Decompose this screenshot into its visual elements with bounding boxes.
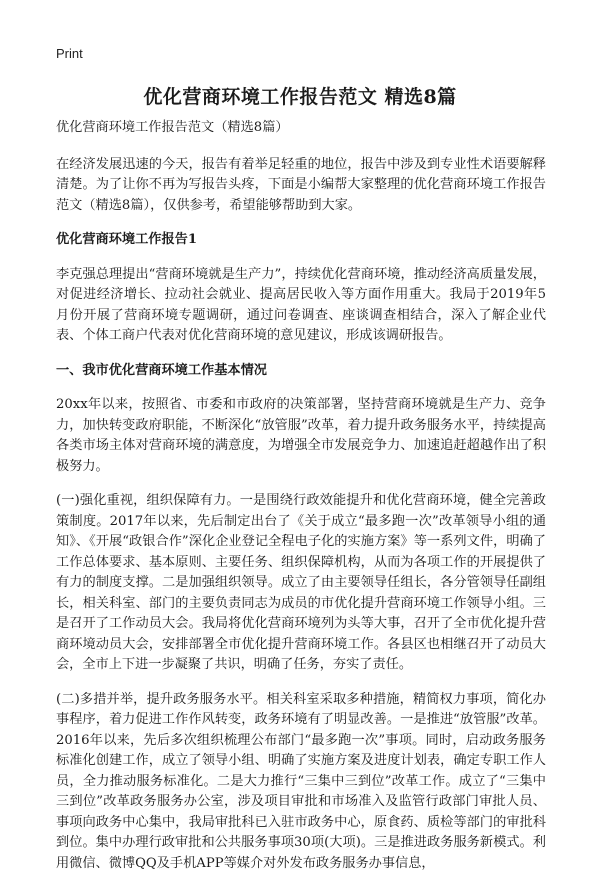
section-heading: 一、我市优化营商环境工作基本情况 <box>56 362 267 378</box>
section-paragraph: 20xx年以来，按照省、市委和市政府的决策部署，坚持营商环境就是生产力、竞争力，加快转变政府职能，不断深化“放管服”改革，着力提升政务服务水平，持续提高各类市场主体对营商环境的满意度，为增强全市发展竞争力、加速追赶超越作出了积极努力。 <box>56 397 546 474</box>
print-link[interactable]: Print <box>56 46 83 61</box>
section-item-paragraph: (一)强化重视，组织保障有力。一是围绕行政效能提升和优化营商环境，健全完善政策制度。2017年以来，先后制定出台了《关于成立“最多跑一次”改革领导小组的通知》、《开展“政银合作”深化企业登记全程电子化的实施方案》等一系列文件，明确了工作总体要求、基本原则、主要任务、组织保障机构，从而为各项工作的开展提供了有力的制度支撑。二是加强组织领导。成立了由主要领导任组长，各分管领导任副组长，相关科室、部门的主要负责同志为成员的市优化提升营商环境工作领导小组。三是召开了工作动员大会。我局将优化营商环境列为头等大事，召开了全市优化提升营商环境动员大会，安排部署全市优化提升营商环境工作。各县区也相继召开了动员大会，全市上下进一步凝聚了共识，明确了任务，夯实了责任。 <box>56 493 546 672</box>
report-paragraph: 李克强总理提出“营商环境就是生产力”，持续优化营商环境，推动经济高质量发展，对促进经济增长、拉动社会就业、提高居民收入等方面作用重大。我局于2019年5月份开展了营商环境专题调研，通过问卷调查、座谈调查相结合，深入了解企业代表、个体工商户代表对优化营商环境的意见建议，形成该调研报告。 <box>56 266 546 343</box>
document-subtitle: 优化营商环境工作报告范文（精选8篇） <box>56 120 289 135</box>
intro-paragraph: 在经济发展迅速的今天，报告有着举足轻重的地位，报告中涉及到专业性术语要解释清楚。为了让你不再为写报告头疼，下面是小编帮大家整理的优化营商环境工作报告范文（精选8篇），仅供参考，希望能够帮助到大家。 <box>56 156 546 213</box>
report-heading: 优化营商环境工作报告1 <box>56 232 198 247</box>
document-body <box>56 118 546 888</box>
section-item-paragraph: (二)多措并举，提升政务服务水平。相关科室采取多种措施，精简权力事项，简化办事程序，着力促进工作作风转变，政务环境有了明显改善。一是推进“放管服”改革。2016年以来，先后多次组织梳理公布部门“最多跑一次”事项。同时，启动政务服务标准化创建工作，成立了领导小组、明确了实施方案及进度计划表，确定专职工作人员，全力推动服务标准化。二是大力推行“三集中三到位”改革工作。成立了“三集中三到位”改革政务服务办公室，涉及项目审批和市场准入及监管行政部门审批人员、事项向政务中心集中，我局审批科已入驻市政务中心，原食药、质检等部门的审批科到位。集中办理行政审批和公共服务事项30项(大项)。三是推进政务服务新模式。利用微信、微博QQ及手机APP等媒介对外发布政务服务办事信息， <box>56 691 546 871</box>
page-title: 优化营商环境工作报告范文 精选8篇 <box>143 86 457 108</box>
